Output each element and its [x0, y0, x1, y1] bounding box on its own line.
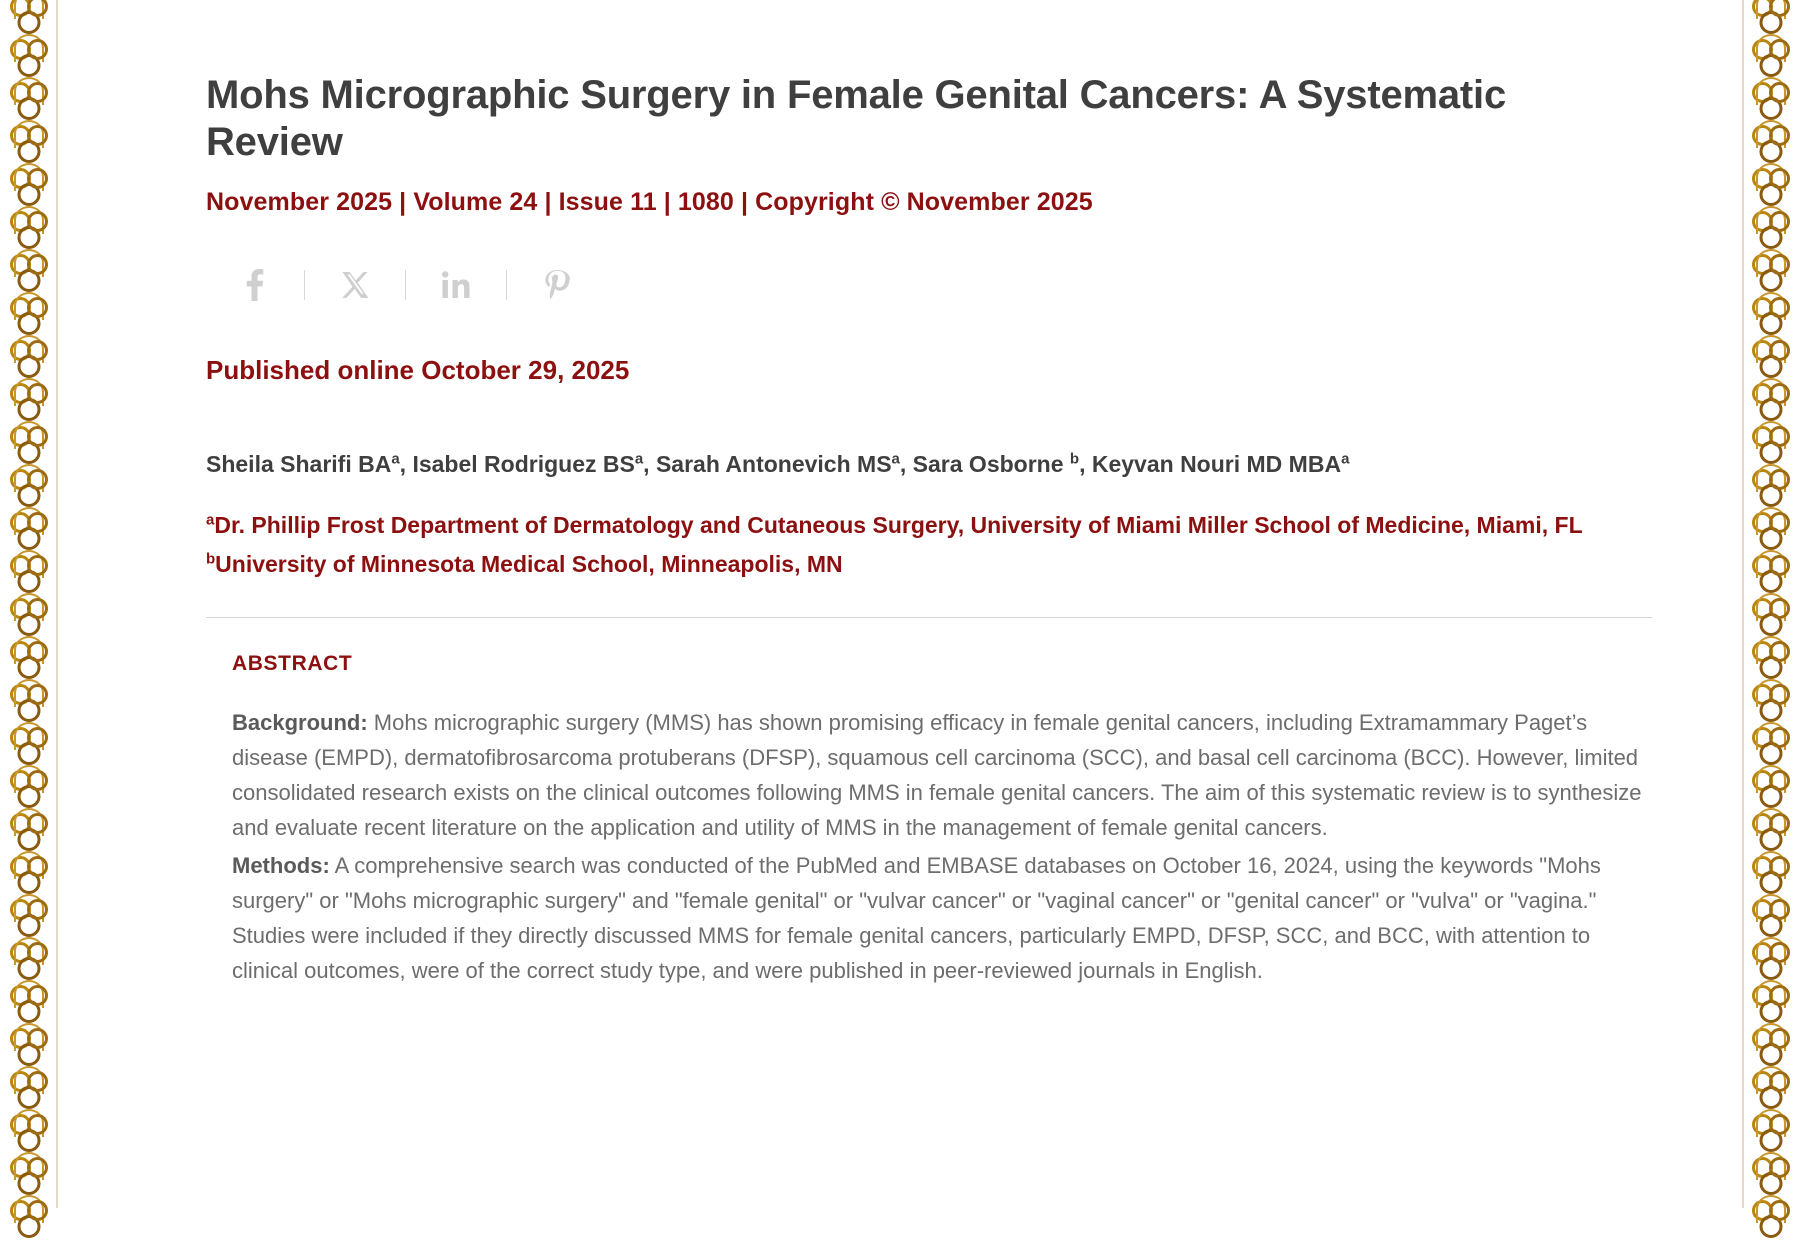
- ornament-motif-column: [0, 0, 58, 1218]
- author-name: , Isabel Rodriguez BS: [399, 451, 635, 478]
- ornament-motif: [1748, 463, 1794, 509]
- ornament-motif: [6, 162, 52, 208]
- ornament-motif: [1748, 119, 1794, 165]
- ornament-motif: [1748, 291, 1794, 337]
- ornamental-border-right: [1742, 0, 1800, 1208]
- affiliation-text: Dr. Phillip Frost Department of Dermatology and Cutaneous Surgery, University of Miami Miller School of Medicine, Miami, FL: [214, 511, 1583, 538]
- section-divider: [206, 617, 1652, 618]
- ornament-motif: [1748, 0, 1794, 36]
- ornament-motif: [6, 1151, 52, 1197]
- ornament-motif: [6, 1022, 52, 1068]
- ornament-motif: [6, 979, 52, 1025]
- ornament-motif: [1748, 506, 1794, 552]
- issue-citation-line: November 2025 | Volume 24 | Issue 11 | 1080 | Copyright © November 2025: [206, 188, 1093, 217]
- ornament-motif: [6, 764, 52, 810]
- ornament-motif: [6, 936, 52, 982]
- twitter-x-share-icon[interactable]: [327, 261, 383, 309]
- author-affiliation-marker: a: [891, 450, 900, 468]
- ornament-motif: [1748, 979, 1794, 1025]
- ornament-motif: [1748, 334, 1794, 380]
- author-name: , Keyvan Nouri MD MBA: [1079, 451, 1342, 478]
- ornament-motif: [1748, 1108, 1794, 1154]
- ornament-motif: [1748, 76, 1794, 122]
- ornament-motif: [6, 721, 52, 767]
- ornament-motif: [6, 334, 52, 380]
- ornament-motif: [1748, 592, 1794, 638]
- ornament-motif: [6, 0, 52, 36]
- page-edge-rule-right: [1742, 0, 1744, 1208]
- social-share-bar: [206, 257, 1652, 313]
- ornament-motif: [1748, 33, 1794, 79]
- author-list: [206, 448, 1652, 480]
- ornament-motif: [1748, 764, 1794, 810]
- ornament-motif: [1748, 248, 1794, 294]
- ornament-motif: [6, 420, 52, 466]
- ornament-motif: [6, 549, 52, 595]
- ornament-motif: [6, 463, 52, 509]
- ornament-motif: [1748, 1022, 1794, 1068]
- ornament-motif: [1748, 420, 1794, 466]
- page-title: Mohs Micrographic Surgery in Female Genital Cancers: A Systematic Review: [206, 73, 1506, 165]
- ornament-motif: [1748, 721, 1794, 767]
- ornament-motif: [1748, 549, 1794, 595]
- affiliation-marker: a: [206, 510, 215, 528]
- affiliation-list: [206, 509, 1652, 582]
- ornament-motif: [6, 635, 52, 681]
- ornament-motif: [6, 506, 52, 552]
- ornament-motif: [1748, 205, 1794, 251]
- ornament-motif: [6, 33, 52, 79]
- ornament-motif: [1748, 1151, 1794, 1197]
- author-name: , Sarah Antonevich MS: [643, 451, 892, 478]
- author-name: Sheila Sharifi BA: [206, 451, 392, 478]
- linkedin-share-icon[interactable]: [428, 261, 484, 309]
- author-affiliation-marker: a: [391, 450, 400, 468]
- ornament-motif: [1748, 162, 1794, 208]
- affiliation-text: University of Minnesota Medical School, Minneapolis, MN: [215, 550, 843, 577]
- ornament-motif: [6, 850, 52, 896]
- abstract-background-paragraph: [232, 706, 1652, 845]
- abstract-methods-label: Methods:: [232, 853, 330, 879]
- ornament-motif: [1748, 377, 1794, 423]
- author-affiliation-marker: a: [1341, 450, 1350, 468]
- author-affiliation-marker: b: [1069, 450, 1080, 468]
- ornament-motif: [6, 1194, 52, 1240]
- ornament-motif-column: [1742, 0, 1800, 1218]
- ornament-motif: [1748, 893, 1794, 939]
- ornament-motif: [1748, 1194, 1794, 1240]
- ornament-motif: [6, 248, 52, 294]
- ornament-motif: [6, 807, 52, 853]
- ornament-motif: [6, 291, 52, 337]
- ornamental-border-left: [0, 0, 58, 1208]
- ornament-motif: [6, 377, 52, 423]
- affiliation-item: [206, 548, 1652, 581]
- article-page: [58, 0, 1742, 1208]
- ornament-motif: [6, 1108, 52, 1154]
- author-affiliation-marker: a: [634, 450, 644, 468]
- ornament-motif: [1748, 936, 1794, 982]
- abstract-methods-text: A comprehensive search was conducted of the PubMed and EMBASE databases on October 16, 2024, using the keywords "Mohs surgery" or "Mohs micrographic surgery" and "female genital" or "vulvar cancer" or "vaginal cancer" or "genital cancer" or "vulva" or "vagina." Studies were included if they directly discussed MMS for female genital cancers, particularly EMPD, DFSP, SCC, and BCC, with attention to clinical outcomes, were of the correct study type, and were published in peer-reviewed journals in English.: [232, 853, 1601, 983]
- ornament-motif: [6, 119, 52, 165]
- ornament-motif: [6, 76, 52, 122]
- social-separator: [405, 270, 406, 300]
- ornament-motif: [1748, 678, 1794, 724]
- social-separator: [506, 270, 507, 300]
- ornament-motif: [1748, 850, 1794, 896]
- ornament-motif: [1748, 635, 1794, 681]
- social-separator: [304, 270, 305, 300]
- abstract-background-text: Mohs micrographic surgery (MMS) has shown promising efficacy in female genital cancers, including Extramammary Paget’s disease (EMPD), dermatofibrosarcoma protuberans (DFSP), squamous cell carcinoma (SCC), and basal cell carcinoma (BCC). However, limited consolidated research exists on the clinical outcomes following MMS in female genital cancers. The aim of this systematic review is to synthesize and evaluate recent literature on the application and utility of MMS in the management of female genital cancers.: [232, 710, 1642, 840]
- abstract-section: [206, 652, 1652, 988]
- abstract-body: [232, 706, 1652, 988]
- pinterest-share-icon[interactable]: [529, 261, 585, 309]
- facebook-share-icon[interactable]: [226, 261, 282, 309]
- ornament-motif: [1748, 807, 1794, 853]
- ornament-motif: [6, 678, 52, 724]
- author-name: , Sara Osborne: [899, 451, 1070, 478]
- abstract-methods-paragraph: [232, 849, 1652, 988]
- affiliation-marker: b: [206, 550, 216, 568]
- published-online-date: Published online October 29, 2025: [206, 355, 630, 386]
- ornament-motif: [6, 893, 52, 939]
- ornament-motif: [1748, 1065, 1794, 1111]
- ornament-motif: [6, 592, 52, 638]
- affiliation-item: [206, 509, 1652, 542]
- ornament-motif: [6, 1065, 52, 1111]
- abstract-heading: ABSTRACT: [232, 652, 353, 676]
- abstract-background-label: Background:: [232, 710, 368, 736]
- ornament-motif: [6, 205, 52, 251]
